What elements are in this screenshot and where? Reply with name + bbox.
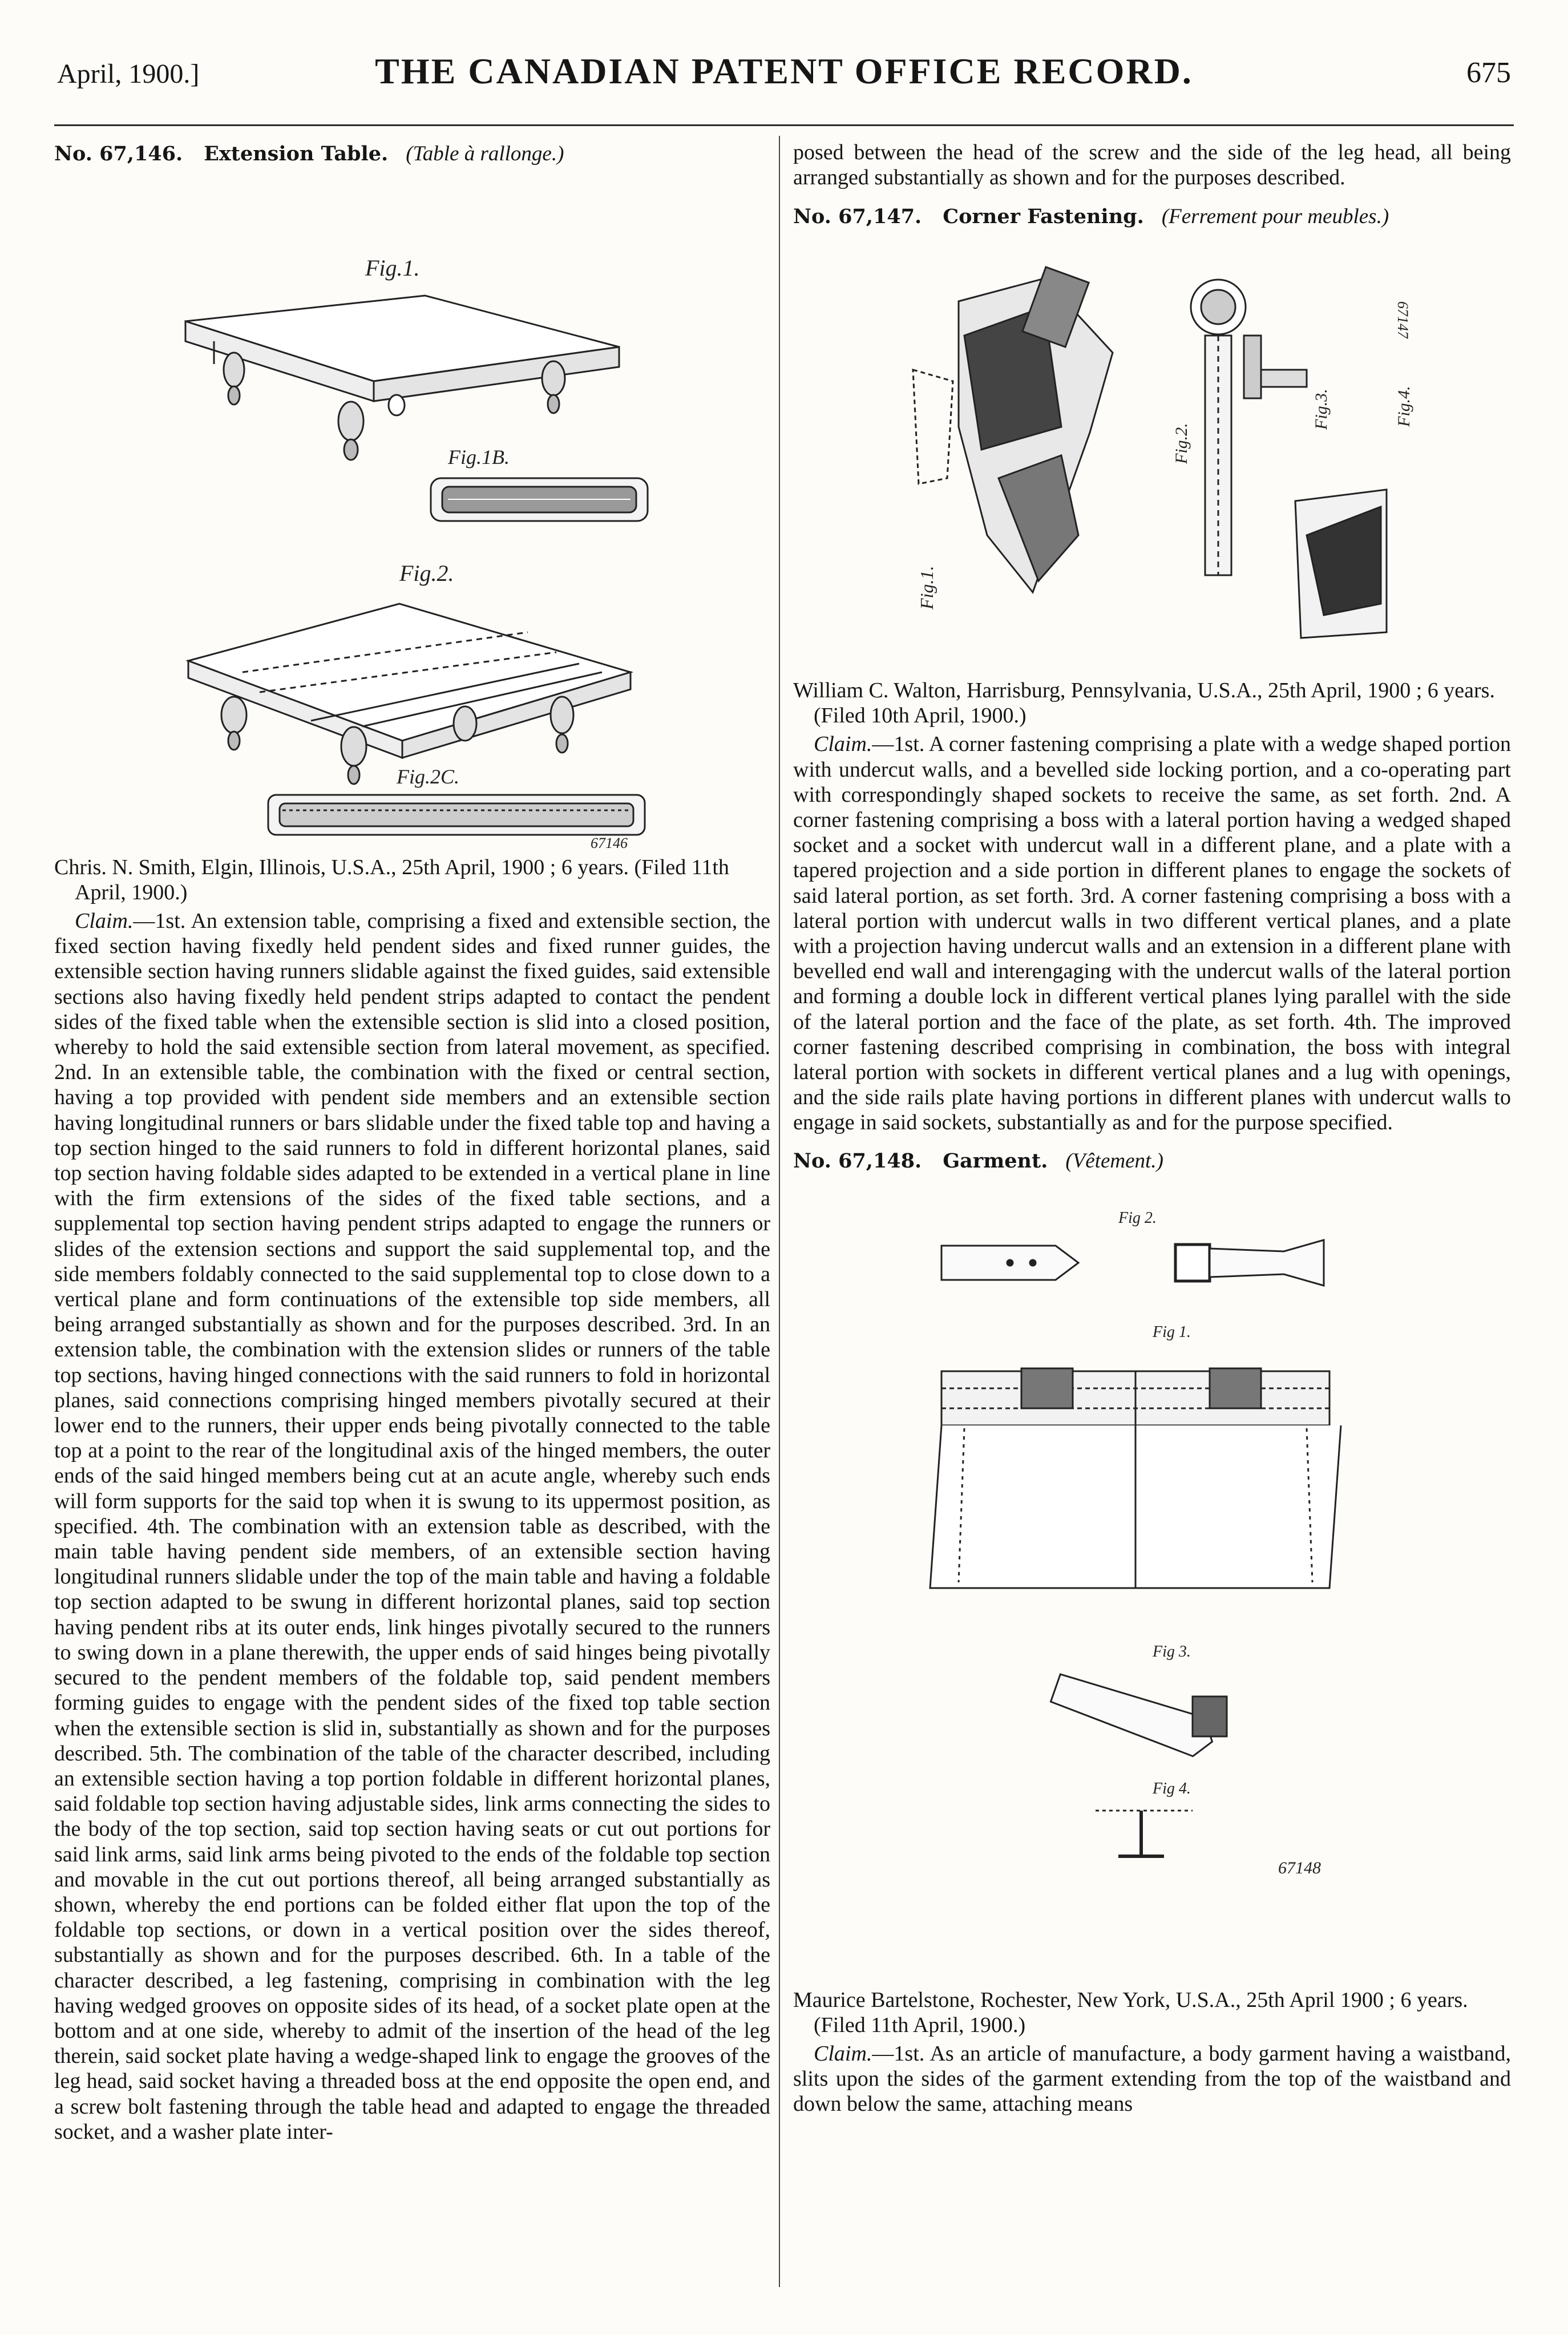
figure-label: Fig.2C. [397, 765, 460, 788]
figure-label: Fig 2. [1118, 1209, 1157, 1227]
patent-name: Garment. [943, 1149, 1048, 1173]
entry-heading-67148 [793, 1147, 1511, 1175]
claim-lead: Claim. [814, 2041, 872, 2066]
patent-name: Extension Table. [204, 142, 389, 165]
figure-label: Fig.2. [399, 560, 454, 586]
garment-drawing [793, 1183, 1511, 1987]
claim-text: —1st. As an article of manufacture, a body garment having a waistband, slits upon the sides of the garment extending from the top of the waistband and down below the same, attaching means [793, 2041, 1511, 2116]
claim-lead: Claim. [814, 732, 872, 757]
column-divider [779, 136, 780, 2287]
figure-label: Fig.1. [916, 565, 937, 610]
figure-label: Fig 1. [1153, 1323, 1191, 1341]
patent-french-name: (Table à rallonge.) [406, 142, 564, 165]
journal-title: THE CANADIAN PATENT OFFICE RECORD. [375, 51, 1193, 91]
patent-number: No. 67,147. [793, 205, 922, 229]
patent-number: No. 67,148. [793, 1149, 922, 1173]
header-rule [54, 124, 1514, 126]
entry-heading-67147 [793, 203, 1511, 231]
corner-fastening-drawing [793, 239, 1511, 678]
entry-heading-67146 [54, 140, 770, 168]
figure-label: Fig.1. [365, 255, 420, 281]
figure-label: 67146 [591, 835, 628, 851]
patent-french-name: (Vêtement.) [1065, 1149, 1163, 1173]
figure-label: 67148 [1278, 1858, 1321, 1877]
figure-label: Fig.3. [1312, 389, 1331, 430]
inventor-67148: Maurice Bartelstone, Rochester, New York, U.S.A., 25th April 1900 ; 6 years. (Filed 11th April, 1900.) [793, 1987, 1468, 2037]
patent-french-name: (Ferrement pour meubles.) [1161, 205, 1389, 229]
patent-number: No. 67,146. [54, 142, 183, 165]
extension-table-drawing [54, 176, 770, 855]
inventor-67146: Chris. N. Smith, Elgin, Illinois, U.S.A., 25th April, 1900 ; 6 years. (Filed 11th April, 1900.) [54, 855, 729, 904]
figure-label: Fig.2. [1172, 423, 1191, 464]
page-header [57, 50, 1511, 102]
claim-text: —1st. An extension table, comprising a fixed and extensible section, the fixed section having fixedly held pendent sides and fixed runner guides, the extensible section having runners slidable against the fixed guides, said extensible sections also having fixedly held pendent strips adapted to contact the pendent sides of the fixed table when the extensible section is slid into a closed position, whereby to hold the said extensible section from lateral movement, as specified. 2nd. In an extensible table, the combination with the fixed or central section, having a top provided with pendent side members and an extensible section having longitudinal runners or bars slidable under the fixed table top and having a top section hinged to the said runners to fold in different horizontal planes, said top section having foldable sides adapted to be extended in a vertical plane in line with the firm extensions of the sides of the fixed table sections, and a supplemental top section having pendent strips adapted to engage the runners or slides of the extension sections and support the said supplemental top, and the side members foldably connected to the said supplemental top to close down to a vertical plane and form continuations of the extensible top side members, all being arranged substantially as shown and for the purposes described. 3rd. In an extension table, the combination with the extension slides or runners of the table top sections, having hinged connections with the said runners to fold in horizontal planes, said connections comprising hinged members pivotally secured at their lower end to the runners, their upper ends being pivotally connected to the table top at a point to the rear of the longitudinal axis of the hinged members, the outer ends of the said hinged members being cut at an acute angle, whereby such ends will form supports for the said top when it is swung to its uppermost position, as specified. 4th. The combination with an extension table as described, with the main table having pendent side members, of an extensible section having longitudinal runners slidable under the top of the main table and having a foldable top section adapted to be swung in different horizontal planes, said top section having pendent ribs at its outer ends, link hinges pivotally secured to the runners to swing down in a plane therewith, the upper ends of said hinges being pivotally secured to the pendent members of the foldable top, said pendent members forming guides to engage with the pendent sides of the fixed top table section when the extensible section is slid in, substantially as shown and for the purposes described. 5th. The combination of the table of the character described, including an extensible section having a top portion foldable in different horizontal planes, said foldable top section having adjustable sides, link arms connecting the sides to the body of the top section, said top section having seats or cut out portions for said link arms, said link arms being pivoted to the ends of the foldable top section and movable in the cut out portions thereof, all being arranged substantially as shown, whereby the end portions can be folded either flat upon the top of the foldable top sections, or down in a vertical position over the sides thereof, substantially as shown and for the purposes described. 6th. In a table of the character described, a leg fastening, comprising in combination with the leg having wedged grooves on opposite sides of its head, of a socket plate open at the bottom and at one side, whereby to admit of the insertion of the head of the leg therein, said socket plate having a wedge-shaped link to engage the grooves of the leg head, said socket having a threaded boss at the end opposite the open end, and a screw bolt fastening through the table head and adapted to engage the threaded socket, and a washer plate inter- [54, 909, 770, 2144]
inventor-67147: William C. Walton, Harrisburg, Pennsylvania, U.S.A., 25th April, 1900 ; 6 years. (Filed 10th April, 1900.) [793, 678, 1495, 728]
left-column [54, 140, 770, 2156]
patent-name: Corner Fastening. [943, 205, 1144, 229]
figure-label: 67147 [1395, 301, 1411, 339]
claim-lead: Claim. [75, 909, 134, 933]
claim-text: —1st. A corner fastening comprising a plate with a wedge shaped portion with undercut walls, and a bevelled side locking portion, and a co-operating part with correspondingly shaped sockets to receive the same, as set forth. 2nd. A corner fastening comprising a boss with a lateral portion having a wedged shaped socket and a socket with undercut wall in a different plane, and a plate with a tapered projection and a side portion in different planes to engage the sockets of said lateral portion, as set forth. 3rd. A corner fastening comprising a boss with a lateral portion with undercut walls in two different vertical planes, and a plate with a projection having undercut walls and an extension in a different plane with bevelled end wall and interengaging with the undercut walls of the lateral portion and forming a double lock in different vertical planes lying parallel with the side of the lateral portion and the face of the plate, as set forth. 4th. The improved corner fastening described comprising in combination, the boss with integral lateral portion with sockets in different vertical planes and a lug with openings, and the side rails plate having portions in different planes with undercut walls to engage in said sockets, substantially as and for the purpose specified. [793, 732, 1511, 1135]
claim-67147 [793, 732, 1511, 1135]
figure-label: Fig.4. [1395, 386, 1413, 427]
issue-date: April, 1900.] [57, 59, 200, 89]
claim-67146 [54, 908, 770, 2144]
figure-label: Fig.1B. [448, 446, 510, 468]
figure-label: Fig 3. [1153, 1642, 1191, 1661]
right-column [793, 140, 1511, 2128]
figure-label: Fig 4. [1153, 1779, 1191, 1797]
page-number: 675 [1466, 56, 1511, 89]
claim-67148 [793, 2041, 1511, 2117]
claim-67146-continued: posed between the head of the screw and the side of the leg head, all being arranged substantially as shown and for the purposes described. [793, 140, 1511, 190]
